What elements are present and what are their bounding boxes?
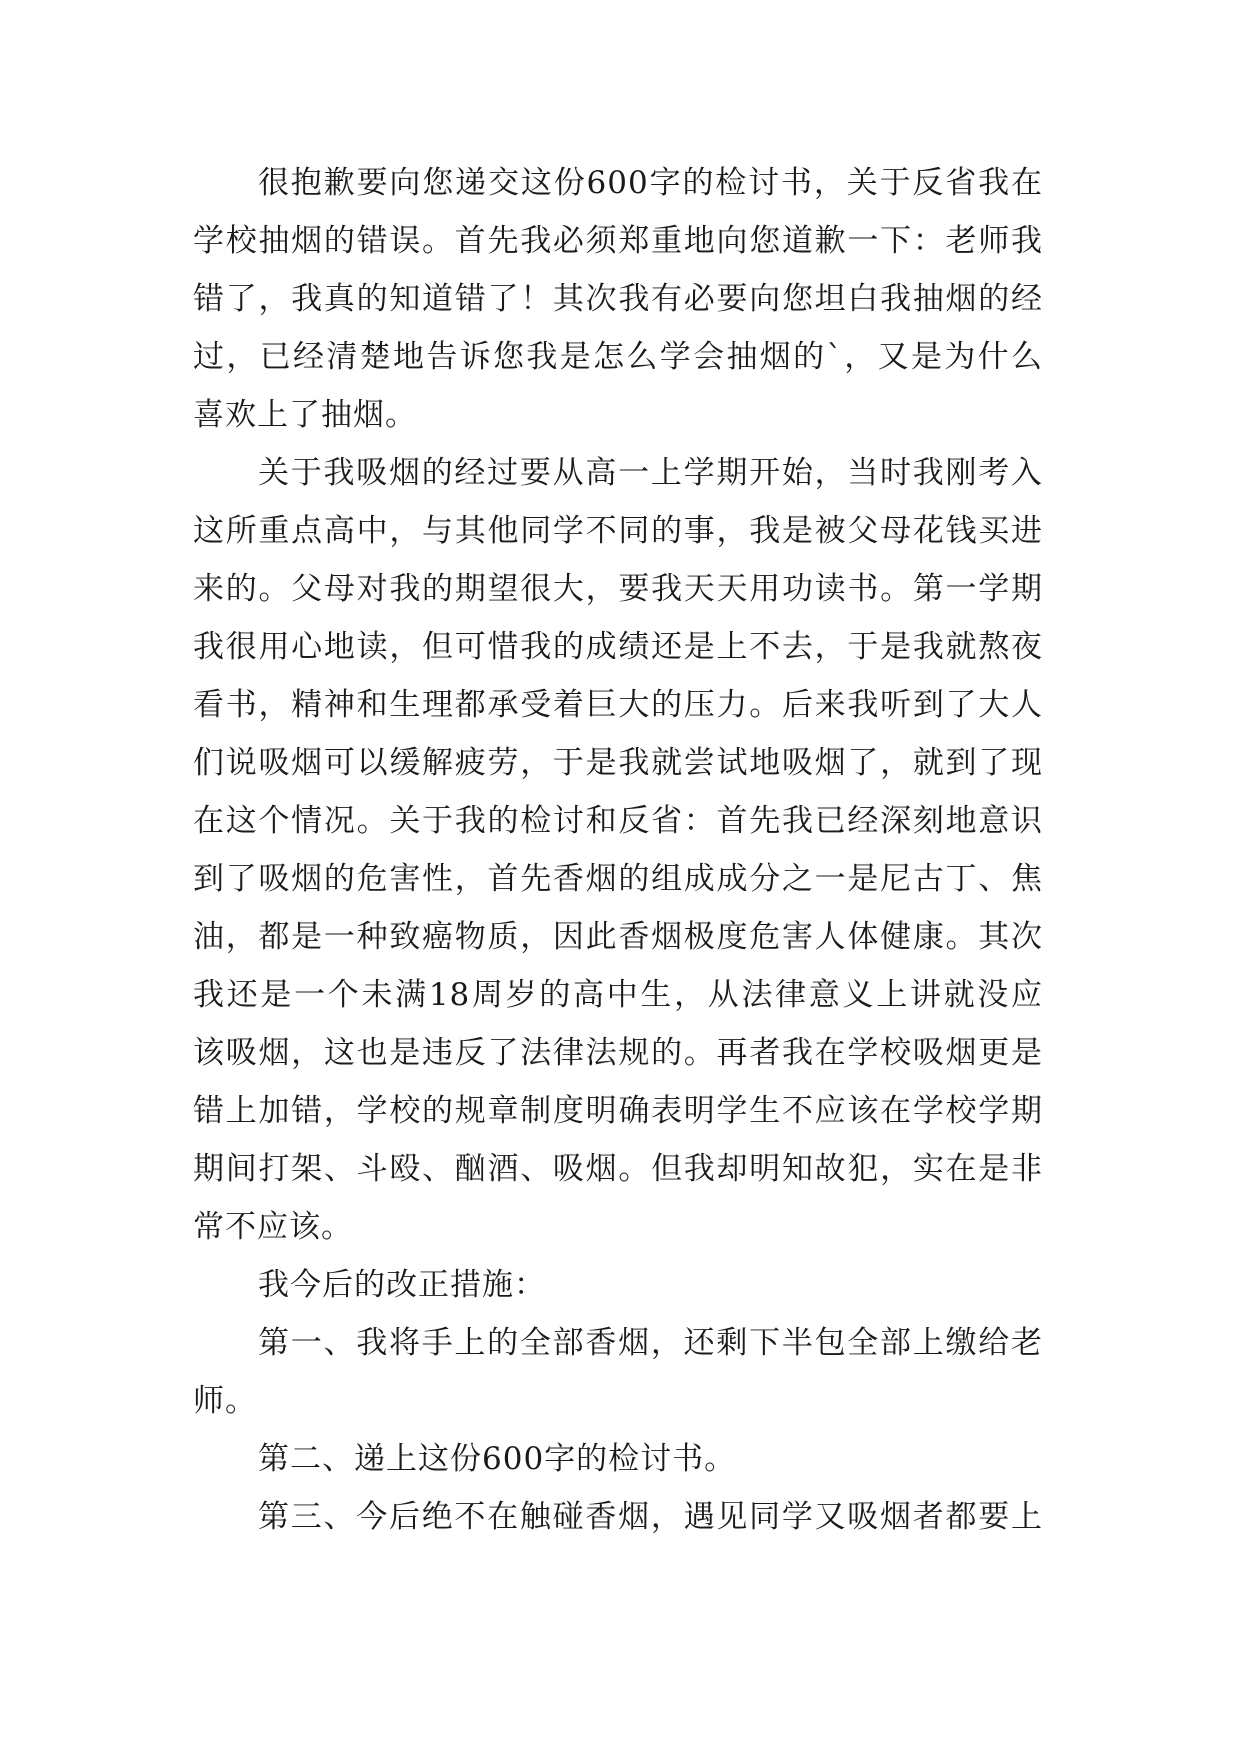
paragraph-line: 期间打架、斗殴、酗酒、吸烟。但我却明知故犯，实在是非 bbox=[193, 1151, 1043, 1187]
paragraph-line: 第二、递上这份600字的检讨书。 bbox=[258, 1441, 737, 1477]
paragraph-line: 我还是一个未满18周岁的高中生，从法律意义上讲就没应 bbox=[193, 977, 1043, 1013]
document-body bbox=[193, 154, 1043, 1546]
paragraph-line: 到了吸烟的危害性，首先香烟的组成成分之一是尼古丁、焦 bbox=[193, 861, 1043, 897]
paragraph-line: 常不应该。 bbox=[193, 1209, 353, 1245]
paragraph-line: 油，都是一种致癌物质，因此香烟极度危害人体健康。其次 bbox=[193, 919, 1043, 955]
paragraph-line: 们说吸烟可以缓解疲劳，于是我就尝试地吸烟了，就到了现 bbox=[193, 745, 1043, 781]
paragraph-line: 关于我吸烟的经过要从高一上学期开始，当时我刚考入 bbox=[258, 455, 1043, 491]
paragraph-line: 很抱歉要向您递交这份600字的检讨书，关于反省我在 bbox=[258, 165, 1043, 201]
paragraph-line: 在这个情况。关于我的检讨和反省：首先我已经深刻地意识 bbox=[193, 803, 1043, 839]
paragraph-line: 我今后的改正措施： bbox=[258, 1267, 546, 1303]
paragraph-line: 第一、我将手上的全部香烟，还剩下半包全部上缴给老 bbox=[258, 1325, 1043, 1361]
paragraph-line: 学校抽烟的错误。首先我必须郑重地向您道歉一下：老师我 bbox=[193, 223, 1043, 259]
paragraph-line: 该吸烟，这也是违反了法律法规的。再者我在学校吸烟更是 bbox=[193, 1035, 1043, 1071]
paragraph-line: 喜欢上了抽烟。 bbox=[193, 397, 417, 433]
paragraph-line: 来的。父母对我的期望很大，要我天天用功读书。第一学期 bbox=[193, 571, 1043, 607]
paragraph-line: 我很用心地读，但可惜我的成绩还是上不去，于是我就熬夜 bbox=[193, 629, 1043, 665]
paragraph-line: 看书，精神和生理都承受着巨大的压力。后来我听到了大人 bbox=[193, 687, 1043, 723]
paragraph-line: 错了，我真的知道错了！其次我有必要向您坦白我抽烟的经 bbox=[193, 281, 1043, 317]
paragraph-line: 过，已经清楚地告诉您我是怎么学会抽烟的`，又是为什么 bbox=[193, 339, 1043, 375]
paragraph-line: 第三、今后绝不在触碰香烟，遇见同学又吸烟者都要上 bbox=[258, 1499, 1043, 1535]
paragraph-line: 师。 bbox=[193, 1383, 257, 1419]
paragraph-line: 这所重点高中，与其他同学不同的事，我是被父母花钱买进 bbox=[193, 513, 1043, 549]
paragraph-line: 错上加错，学校的规章制度明确表明学生不应该在学校学期 bbox=[193, 1093, 1043, 1129]
